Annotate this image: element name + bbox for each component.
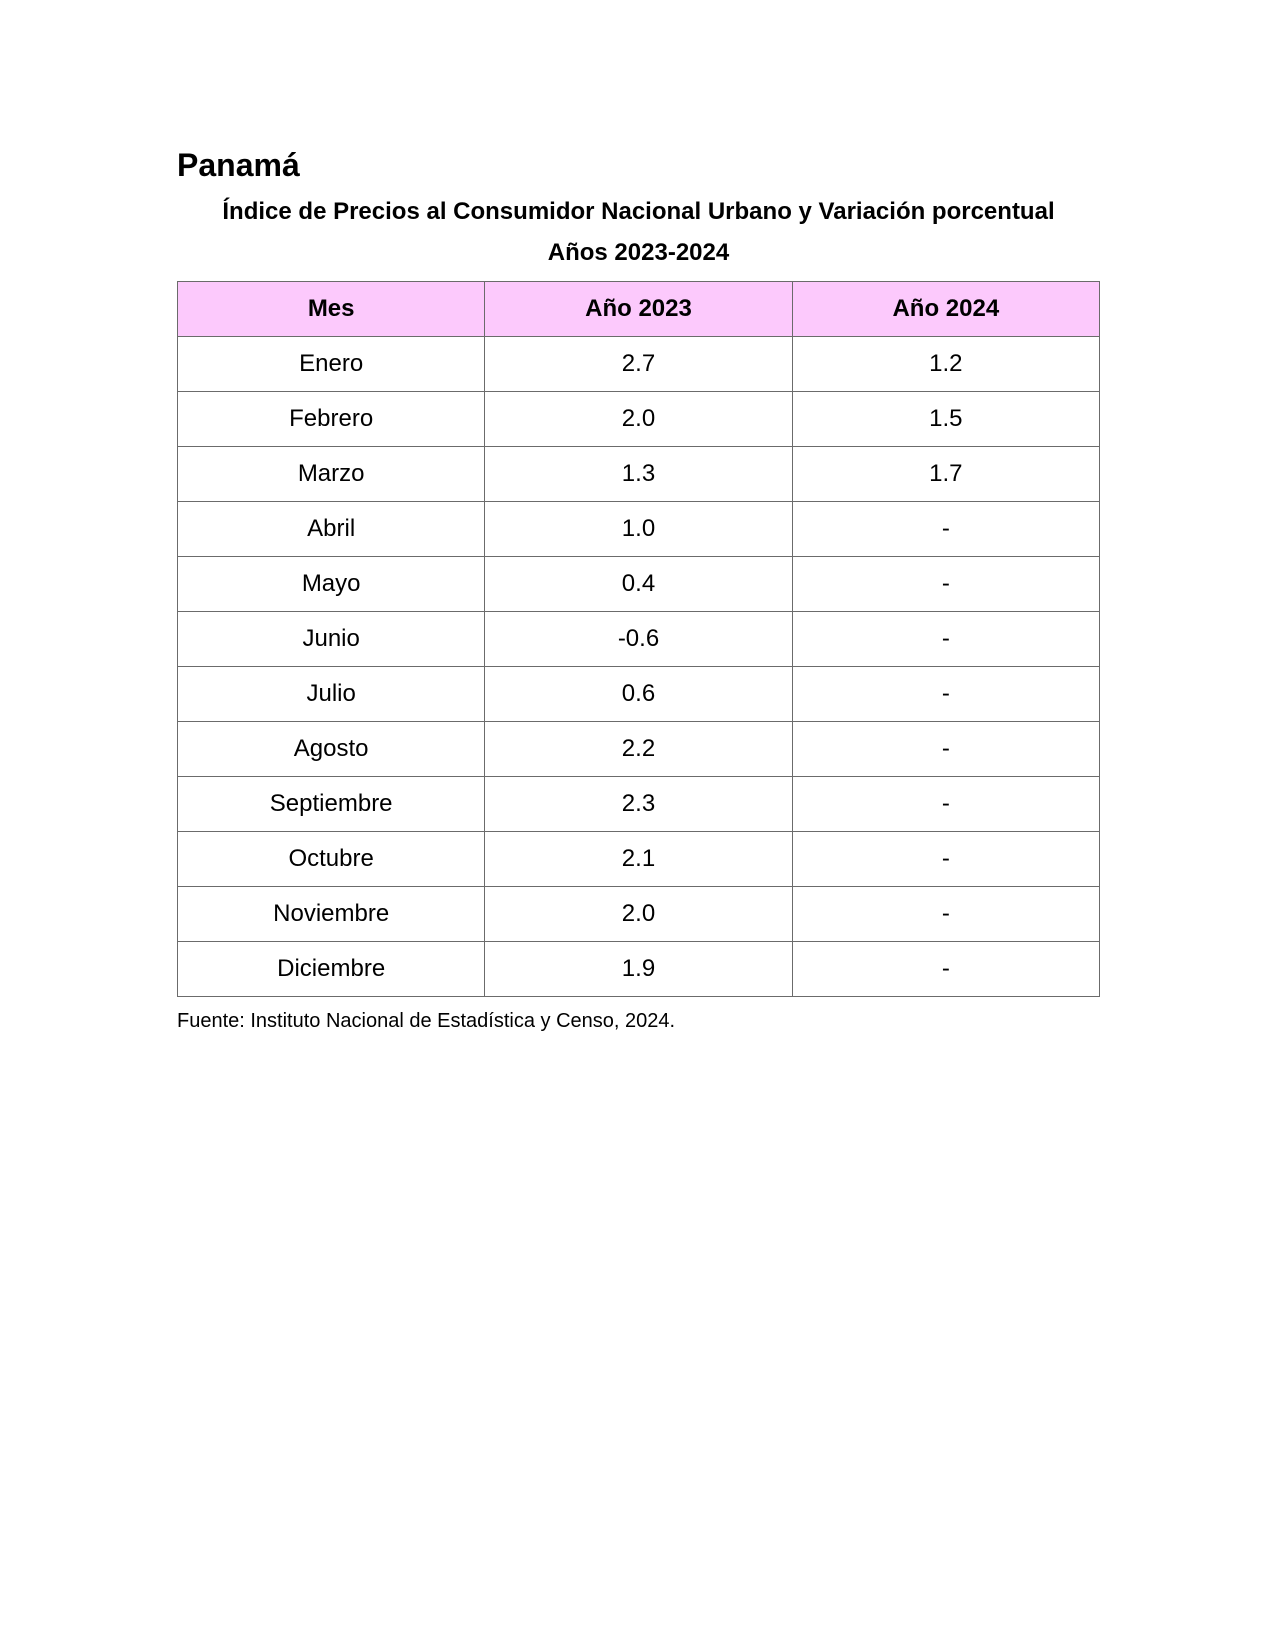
table-row — [178, 942, 1100, 997]
value-2024-cell: - — [792, 942, 1099, 997]
value-2024-cell: 1.7 — [792, 447, 1099, 502]
cpi-table — [177, 281, 1100, 997]
value-2023-cell: 1.9 — [485, 942, 792, 997]
value-2023-cell: 1.3 — [485, 447, 792, 502]
country-title: Panamá — [177, 147, 300, 183]
table-row — [178, 612, 1100, 667]
value-2023-cell: 2.7 — [485, 337, 792, 392]
value-2024-cell: - — [792, 887, 1099, 942]
value-2024-cell: - — [792, 722, 1099, 777]
month-cell: Agosto — [178, 722, 485, 777]
table-row — [178, 887, 1100, 942]
value-2024-cell: - — [792, 612, 1099, 667]
value-2024-cell: - — [792, 502, 1099, 557]
value-2024-cell: 1.5 — [792, 392, 1099, 447]
table-row — [178, 777, 1100, 832]
value-2024-cell: 1.2 — [792, 337, 1099, 392]
value-2023-cell: 0.6 — [485, 667, 792, 722]
table-row — [178, 832, 1100, 887]
value-2023-cell: 2.3 — [485, 777, 792, 832]
month-cell: Febrero — [178, 392, 485, 447]
month-cell: Diciembre — [178, 942, 485, 997]
value-2024-cell: - — [792, 777, 1099, 832]
table-row — [178, 337, 1100, 392]
value-2023-cell: -0.6 — [485, 612, 792, 667]
table-title: Índice de Precios al Consumidor Nacional Urbano y Variación porcentual — [222, 198, 1055, 225]
header-month: Mes — [178, 282, 485, 337]
table-row — [178, 667, 1100, 722]
month-cell: Noviembre — [178, 887, 485, 942]
value-2023-cell: 2.0 — [485, 887, 792, 942]
value-2023-cell: 0.4 — [485, 557, 792, 612]
month-cell: Julio — [178, 667, 485, 722]
source-note: Fuente: Instituto Nacional de Estadística y Censo, 2024. — [177, 1010, 676, 1032]
table-header-row — [178, 282, 1100, 337]
month-cell: Octubre — [178, 832, 485, 887]
value-2024-cell: - — [792, 557, 1099, 612]
month-cell: Marzo — [178, 447, 485, 502]
table-row — [178, 557, 1100, 612]
value-2024-cell: - — [792, 832, 1099, 887]
month-cell: Enero — [178, 337, 485, 392]
month-cell: Junio — [178, 612, 485, 667]
header-year-2024: Año 2024 — [792, 282, 1099, 337]
value-2023-cell: 2.1 — [485, 832, 792, 887]
month-cell: Abril — [178, 502, 485, 557]
month-cell: Mayo — [178, 557, 485, 612]
header-year-2023: Año 2023 — [485, 282, 792, 337]
value-2023-cell: 2.0 — [485, 392, 792, 447]
table-row — [178, 722, 1100, 777]
value-2023-cell: 1.0 — [485, 502, 792, 557]
table-row — [178, 392, 1100, 447]
table-row — [178, 447, 1100, 502]
table-row — [178, 502, 1100, 557]
month-cell: Septiembre — [178, 777, 485, 832]
value-2024-cell: - — [792, 667, 1099, 722]
value-2023-cell: 2.2 — [485, 722, 792, 777]
table-years: Años 2023-2024 — [547, 239, 730, 266]
